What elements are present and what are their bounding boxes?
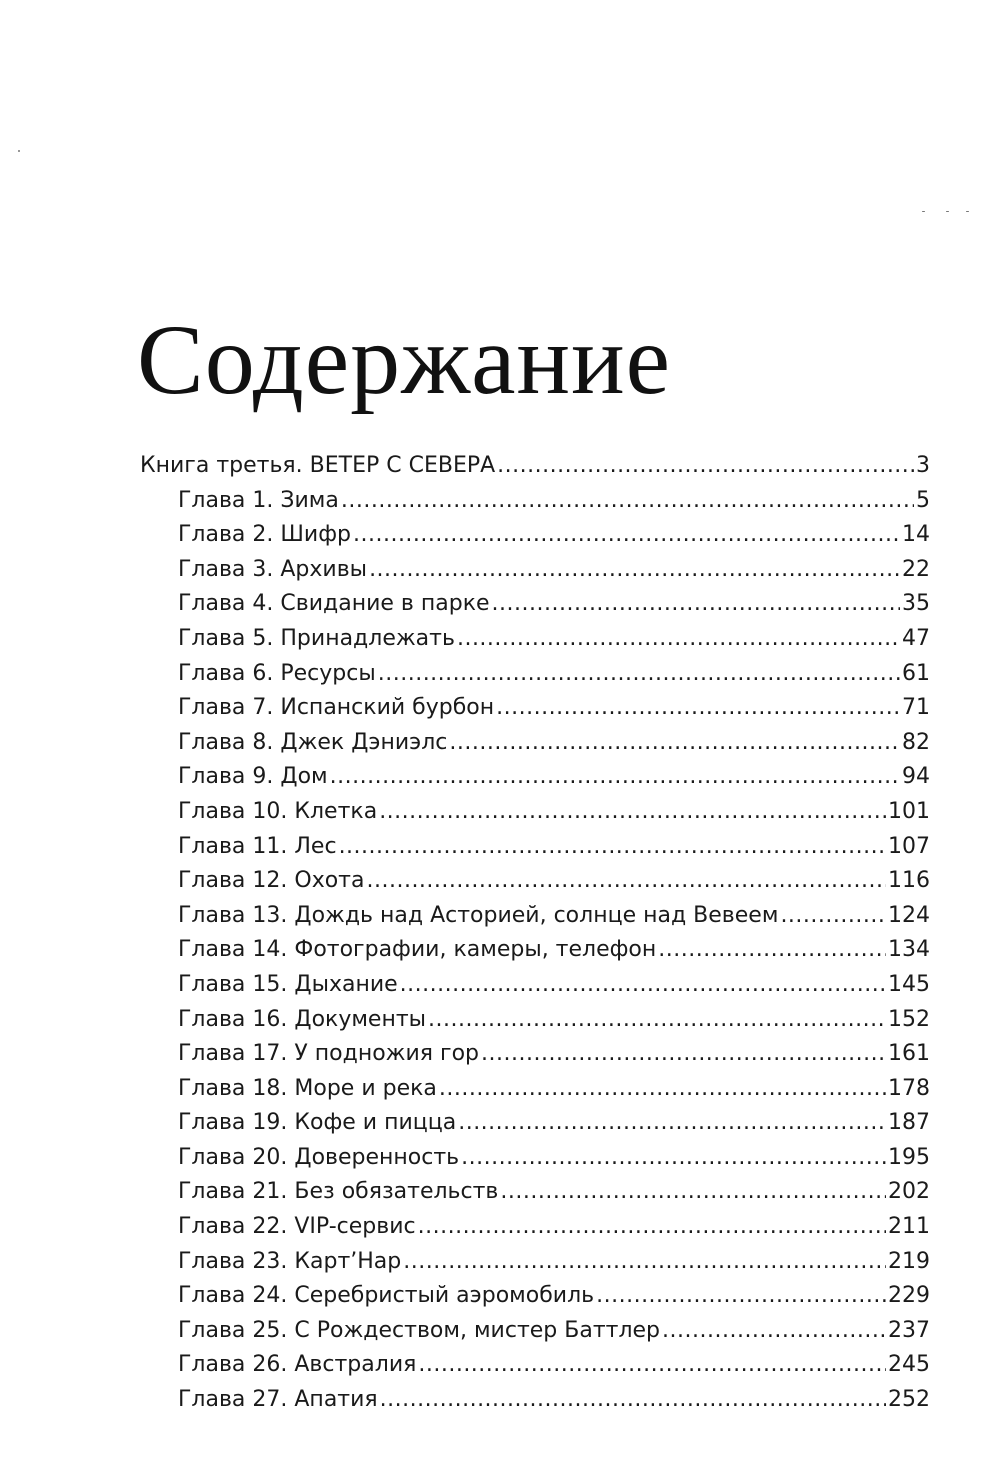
toc-chapter-entry xyxy=(140,760,930,795)
toc-page-number: 152 xyxy=(888,1006,930,1032)
toc-page-number: 3 xyxy=(916,453,930,478)
toc-page-number: 161 xyxy=(888,1041,930,1067)
toc-entry-title: Глава 1. Зима xyxy=(178,487,339,513)
toc-chapter-entry xyxy=(140,830,930,865)
scan-speck xyxy=(966,211,969,212)
dot-leader xyxy=(497,449,914,484)
toc-page-number: 5 xyxy=(916,487,930,513)
dot-leader xyxy=(353,518,900,553)
toc-chapter-entry xyxy=(140,1003,930,1038)
scan-speck xyxy=(18,150,20,152)
toc-entry-title: Глава 7. Испанский бурбон xyxy=(178,695,495,721)
toc-chapter-entry xyxy=(140,1106,930,1141)
scan-speck xyxy=(922,211,925,212)
toc-chapter-entry xyxy=(140,587,930,622)
dot-leader xyxy=(403,1245,886,1280)
toc-page-number: 82 xyxy=(902,729,930,755)
toc-page-number: 35 xyxy=(902,591,930,617)
toc-page-number: 107 xyxy=(888,833,930,859)
dot-leader xyxy=(418,1348,886,1383)
toc-page-number: 14 xyxy=(902,522,930,548)
toc-entry-title: Глава 15. Дыхание xyxy=(178,971,398,997)
toc-chapter-entry xyxy=(140,484,930,519)
toc-entry-title: Глава 17. У подножия гор xyxy=(178,1041,480,1067)
toc-page-number: 116 xyxy=(888,868,930,894)
toc-entry-title: Глава 26. Австралия xyxy=(178,1352,417,1378)
dot-leader xyxy=(378,657,900,692)
toc-chapter-entry xyxy=(140,1037,930,1072)
toc-chapter-entry xyxy=(140,1314,930,1349)
toc-chapter-entry xyxy=(140,657,930,692)
toc-entry-title: Глава 5. Принадлежать xyxy=(178,625,455,651)
toc-chapter-entry xyxy=(140,1072,930,1107)
toc-chapter-entry xyxy=(140,1245,930,1280)
toc-page-number: 219 xyxy=(888,1248,930,1274)
toc-chapter-entry xyxy=(140,1175,930,1210)
dot-leader xyxy=(339,830,886,865)
toc-chapter-entry xyxy=(140,1383,930,1418)
toc-entry-title: Глава 10. Клетка xyxy=(178,798,378,824)
dot-leader xyxy=(461,1141,886,1176)
toc-page-number: 245 xyxy=(888,1352,930,1378)
toc-entry-title: Глава 13. Дождь над Асторией, солнце над Вевеем xyxy=(178,902,779,928)
toc-page-number: 101 xyxy=(888,798,930,824)
toc-entry-title: Глава 25. С Рождеством, мистер Баттлер xyxy=(178,1317,661,1343)
toc-chapter-entry xyxy=(140,691,930,726)
toc-entry-title: Глава 23. Карт’Нар xyxy=(178,1248,402,1274)
toc-entry-title: Глава 12. Охота xyxy=(178,868,365,894)
dot-leader xyxy=(492,587,900,622)
dot-leader xyxy=(449,726,900,761)
page-title: Содержание xyxy=(137,304,671,415)
toc-chapter-entry xyxy=(140,1141,930,1176)
dot-leader xyxy=(366,864,886,899)
dot-leader xyxy=(428,1003,886,1038)
toc-page-number: 229 xyxy=(888,1283,930,1309)
toc-page-number: 47 xyxy=(902,625,930,651)
toc-entry-title: Глава 3. Архивы xyxy=(178,556,368,582)
dot-leader xyxy=(379,795,886,830)
toc-entry-title: Глава 4. Свидание в парке xyxy=(178,591,490,617)
toc-chapter-entry xyxy=(140,864,930,899)
toc-page-number: 202 xyxy=(888,1179,930,1205)
toc-chapter-entry xyxy=(140,968,930,1003)
toc-chapter-entry xyxy=(140,1210,930,1245)
toc-chapter-entry xyxy=(140,553,930,588)
toc-entry-title: Глава 22. VIP-сервис xyxy=(178,1214,416,1240)
dot-leader xyxy=(380,1383,886,1418)
toc-page-number: 252 xyxy=(888,1387,930,1413)
dot-leader xyxy=(481,1037,886,1072)
toc-page-number: 187 xyxy=(888,1110,930,1136)
toc-entry-title: Глава 24. Серебристый аэромобиль xyxy=(178,1283,595,1309)
toc-entry-title: Книга третья. ВЕТЕР С СЕВЕРА xyxy=(140,453,496,478)
toc-entry-title: Глава 19. Кофе и пицца xyxy=(178,1110,457,1136)
dot-leader xyxy=(457,622,900,657)
toc-page-number: 61 xyxy=(902,660,930,686)
dot-leader xyxy=(458,1106,886,1141)
toc-chapter-entry xyxy=(140,933,930,968)
toc-page-number: 237 xyxy=(888,1317,930,1343)
toc-chapter-entry xyxy=(140,1279,930,1314)
toc-entry-title: Глава 16. Документы xyxy=(178,1006,427,1032)
dot-leader xyxy=(418,1210,886,1245)
toc-chapter-entry xyxy=(140,899,930,934)
dot-leader xyxy=(780,899,886,934)
toc-page-number: 145 xyxy=(888,971,930,997)
toc-page-number: 22 xyxy=(902,556,930,582)
dot-leader xyxy=(400,968,886,1003)
dot-leader xyxy=(658,933,886,968)
toc-page-number: 124 xyxy=(888,902,930,928)
toc-chapter-entry xyxy=(140,518,930,553)
dot-leader xyxy=(439,1072,886,1107)
dot-leader xyxy=(500,1175,886,1210)
toc-entry-title: Глава 9. Дом xyxy=(178,764,328,790)
toc-entry-title: Глава 20. Доверенность xyxy=(178,1144,460,1170)
toc-book-entry xyxy=(140,449,930,484)
toc-entry-title: Глава 18. Море и река xyxy=(178,1075,437,1101)
toc-entry-title: Глава 11. Лес xyxy=(178,833,337,859)
dot-leader xyxy=(341,484,914,519)
toc-entry-title: Глава 8. Джек Дэниэлс xyxy=(178,729,448,755)
toc-page-number: 178 xyxy=(888,1075,930,1101)
table-of-contents xyxy=(140,449,930,1418)
dot-leader xyxy=(596,1279,886,1314)
toc-page-number: 134 xyxy=(888,937,930,963)
dot-leader xyxy=(662,1314,886,1349)
toc-entry-title: Глава 14. Фотографии, камеры, телефон xyxy=(178,937,657,963)
toc-chapter-entry xyxy=(140,1348,930,1383)
toc-page-number: 195 xyxy=(888,1144,930,1170)
toc-page-number: 211 xyxy=(888,1214,930,1240)
toc-entry-title: Глава 21. Без обязательств xyxy=(178,1179,499,1205)
dot-leader xyxy=(330,760,900,795)
toc-entry-title: Глава 2. Шифр xyxy=(178,522,351,548)
toc-chapter-entry xyxy=(140,795,930,830)
toc-page-number: 94 xyxy=(902,764,930,790)
toc-chapter-entry xyxy=(140,726,930,761)
dot-leader xyxy=(369,553,900,588)
scan-speck xyxy=(946,211,949,212)
toc-entry-title: Глава 27. Апатия xyxy=(178,1387,378,1413)
dot-leader xyxy=(496,691,900,726)
toc-page-number: 71 xyxy=(902,695,930,721)
toc-entry-title: Глава 6. Ресурсы xyxy=(178,660,376,686)
toc-chapter-entry xyxy=(140,622,930,657)
